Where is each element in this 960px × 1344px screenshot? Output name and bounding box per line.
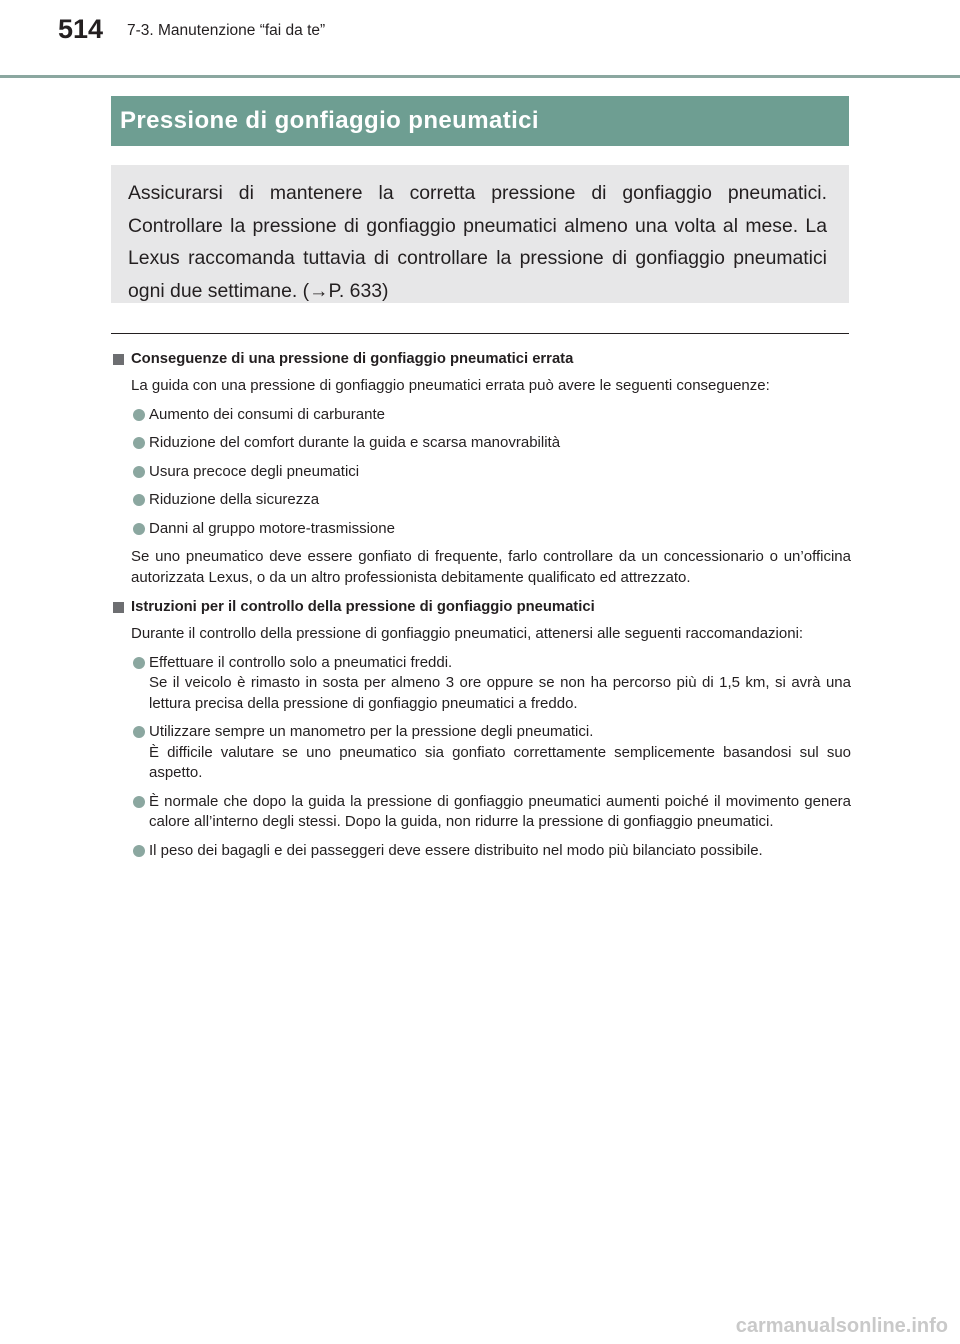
section-heading [111,596,851,618]
list-item [111,841,851,862]
content [111,348,851,869]
list-item [111,722,851,784]
section-intro: Durante il controllo della pressione di gonfiaggio pneumatici, attenersi alle seguenti raccomandazioni: [131,625,804,642]
list-item-text: Riduzione del comfort durante la guida e scarsa manovrabilità [149,434,561,451]
circle-bullet-icon [133,726,145,738]
square-bullet-icon [113,602,124,613]
list-item [111,405,851,426]
square-bullet-icon [113,354,124,365]
list-item-text: Riduzione della sicurezza [149,491,320,508]
circle-bullet-icon [133,845,145,857]
list-item-text: Effettuare il controllo solo a pneumatici freddi. [149,653,453,671]
list-item [111,519,851,540]
circle-bullet-icon [133,409,145,421]
page-title: Pressione di gonfiaggio pneumatici [120,107,539,134]
list-item [111,653,851,715]
section-intro: La guida con una pressione di gonfiaggio pneumatici errata può avere le seguenti conseguenze: [131,377,770,394]
list-item-text: Utilizzare sempre un manometro per la pressione degli pneumatici. [149,723,594,740]
list-item-text: Aumento dei consumi di carburante [149,405,385,423]
list-item-detail: È difficile valutare se uno pneumatico sia gonfiato correttamente semplicemente basandosi sul suo aspetto. [149,743,851,781]
page-number: 514 [58,14,104,44]
circle-bullet-icon [133,466,145,478]
section-heading-text: Conseguenze di una pressione di gonfiaggio pneumatici errata [131,351,574,367]
section-heading [111,348,851,370]
list-item [111,792,851,833]
list-item [111,490,851,511]
circle-bullet-icon [133,657,145,669]
circle-bullet-icon [133,494,145,506]
list-item-text: Usura precoce degli pneumatici [149,462,360,480]
circle-bullet-icon [133,523,145,535]
list-item-text: È normale che dopo la guida la pressione di gonfiaggio pneumatici aumenti poiché il movimento genera calore all’interno degli stessi. Dopo la guida, non ridurre la pressione di gonfiaggio pneumatici. [149,792,851,830]
header-rule [0,75,960,78]
section-heading-text: Istruzioni per il controllo della pressione di gonfiaggio pneumatici [131,599,595,615]
title-bar [111,96,849,146]
list-item-text: Il peso dei bagagli e dei passeggeri deve essere distribuito nel modo più bilanciato possibile. [149,841,763,859]
circle-bullet-icon [133,437,145,449]
divider [111,333,849,334]
section-breadcrumb: 7-3. Manutenzione “fai da te” [127,22,326,39]
list-item-text: Danni al gruppo motore-trasmissione [149,519,395,537]
list-item-detail: Se il veicolo è rimasto in sosta per almeno 3 ore oppure se non ha percorso più di 1,5 km, si avrà una lettura precisa della pressione di gonfiaggio pneumatici a freddo. [149,674,851,712]
watermark: carmanualsonline.info [735,1315,948,1337]
circle-bullet-icon [133,796,145,808]
section-outro: Se uno pneumatico deve essere gonfiato di frequente, farlo controllare da un concessionario o un’officina autorizzata Lexus, o da un altro professionista debitamente qualificato ed attrezzato. [131,548,851,586]
list-item [111,462,851,483]
intro-box: Assicurarsi di mantenere la corretta pressione di gonfiaggio pneumatici. Controllare la pressione di gonfiaggio pneumatici almeno una volta al mese. La Lexus raccomanda tuttavia di controllare la pressione di gonfiaggio pneumatici ogni due settimane. (→P. 633) [111,165,849,303]
list-item [111,433,851,454]
